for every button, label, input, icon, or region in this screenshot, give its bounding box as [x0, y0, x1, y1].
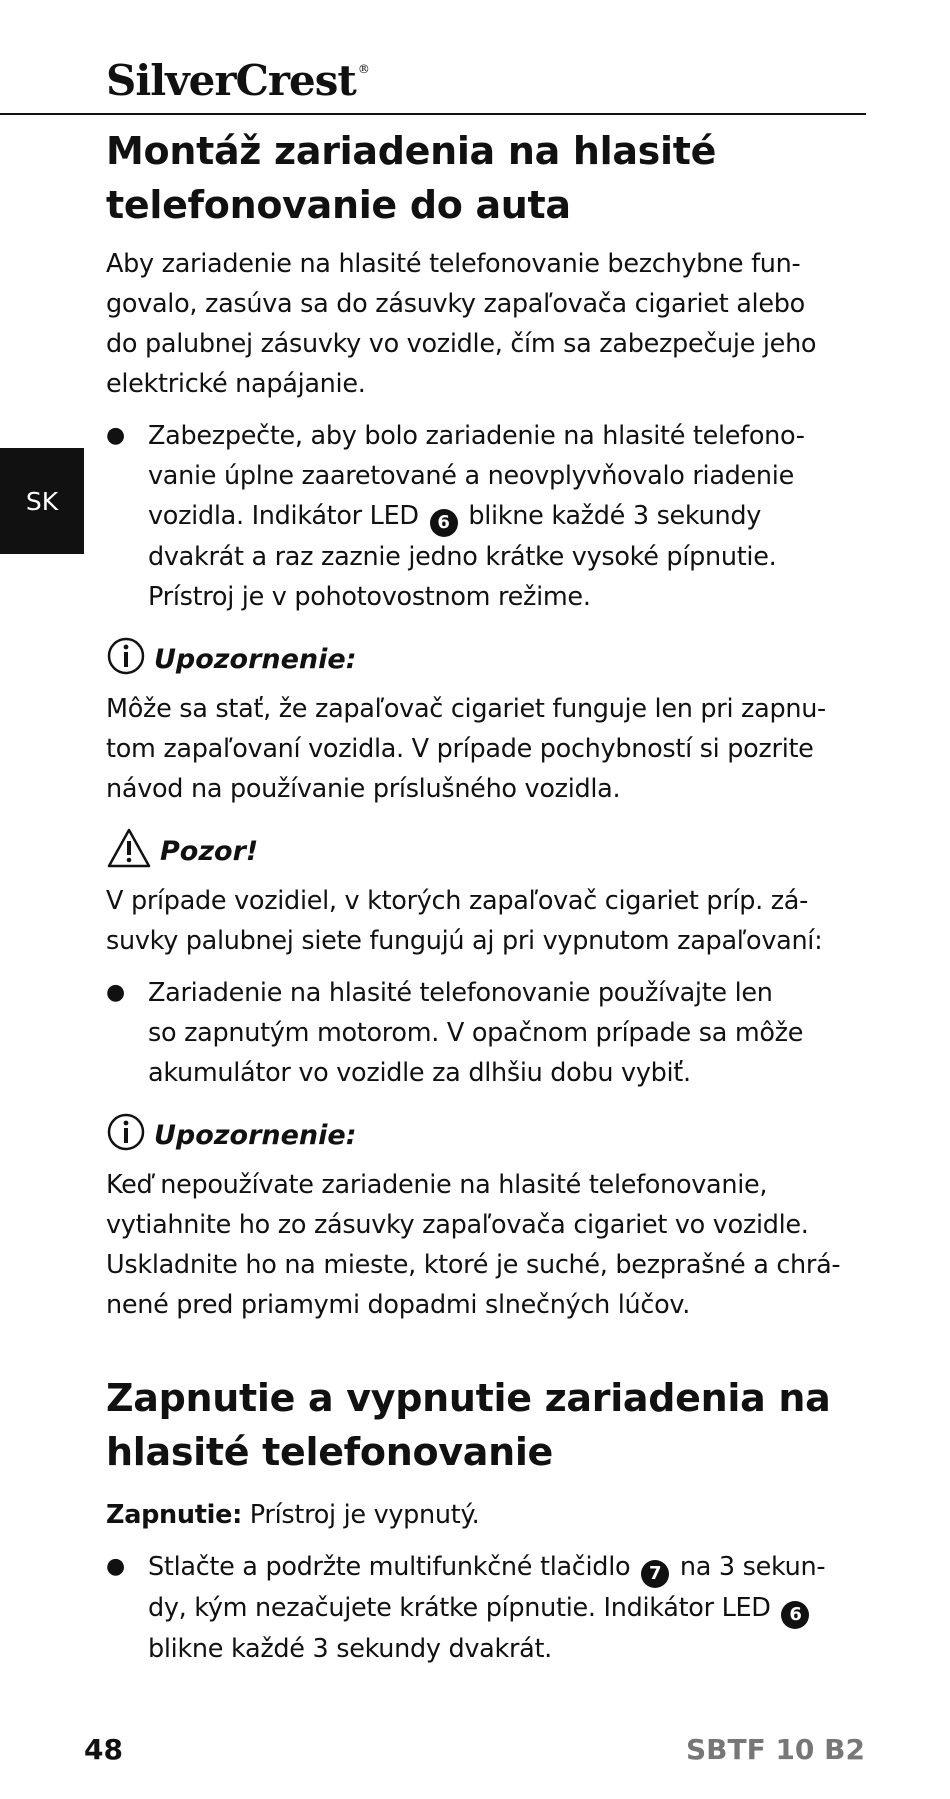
language-tab: SK — [0, 448, 84, 554]
bullet-power-on: ● Stlačte a podržte multifunkčné tlačidlo 7 na 3 sekun- dy, kým nezačujete krátke pípnutie. Indikátor LED 6 blikne každé 3 sekundy dvakrát. — [106, 1547, 862, 1669]
section-title-power: Zapnutie a vypnutie zariadenia na hlasité telefonovanie — [106, 1376, 831, 1474]
note-heading: Upozornenie: — [106, 1113, 862, 1157]
section-title-mounting: Montáž zariadenia na hlasité telefonovanie do auta — [106, 129, 717, 227]
note-paragraph: Môže sa stať, že zapaľovač cigariet funguje len pri zapnu- tom zapaľovaní vozidla. V prípade pochybností si pozrite návod na používanie príslušného vozidla. — [106, 694, 826, 804]
info-icon — [106, 636, 146, 683]
header-rule — [0, 113, 866, 115]
page-content — [106, 124, 862, 1669]
page-number: 48 — [84, 1733, 123, 1766]
note-heading: Upozornenie: — [106, 637, 862, 681]
bullet-dot-icon: ● — [106, 423, 126, 448]
warning-heading: Pozor! — [106, 829, 862, 873]
intro-paragraph: Aby zariadenie na hlasité telefonovanie bezchybne fun- govalo, zasúva sa do zásuvky zapaľovača cigariet alebo do palubnej zásuvky vo vozidle, čím sa zabezpečuje jeho elektrické napájanie. — [106, 249, 817, 399]
bullet-dot-icon: ● — [106, 1554, 126, 1579]
ref-led-indicator: 6 — [430, 509, 458, 537]
brand-logo — [106, 56, 369, 105]
power-on-lead: Zapnutie: Prístroj je vypnutý. — [106, 1500, 480, 1530]
warning-paragraph: V prípade vozidiel, v ktorých zapaľovač cigariet príp. zá- suvky palubnej siete fungujú aj pri vypnutom zapaľovaní: — [106, 886, 823, 956]
model-number: SBTF 10 B2 — [685, 1733, 865, 1766]
warning-triangle-icon — [106, 827, 152, 876]
bullet-engine-running: ● Zariadenie na hlasité telefonovanie používajte len so zapnutým motorom. V opačnom prípade sa môže akumulátor vo vozidle za dlhšiu dobu vybiť. — [106, 973, 862, 1093]
bullet-mount-check: ● Zabezpečte, aby bolo zariadenie na hlasité telefono- vanie úplne zaaretované a neovplyvňovalo riadenie vozidla. Indikátor LED 6 blikne každé 3 sekundy dvakrát a raz zaznie jedno krátke vysoké pípnutie. Prístroj je v pohotovostnom režime. — [106, 416, 862, 617]
ref-led-indicator: 6 — [781, 1601, 809, 1629]
info-icon — [106, 1112, 146, 1159]
power-on-label: Zapnutie: — [106, 1500, 242, 1530]
brand-logo-text: SilverCrest — [106, 56, 356, 105]
note-paragraph: Keď nepoužívate zariadenie na hlasité telefonovanie, vytiahnite ho zo zásuvky zapaľovača cigariet vo vozidle. Uskladnite ho na mieste, ktoré je suché, bezprašné a chrá- nené pred priamymi dopadmi slnečných lúčov. — [106, 1170, 841, 1320]
ref-multifunction-button: 7 — [641, 1560, 669, 1588]
bullet-dot-icon: ● — [106, 980, 126, 1005]
registered-mark: ® — [357, 62, 369, 76]
